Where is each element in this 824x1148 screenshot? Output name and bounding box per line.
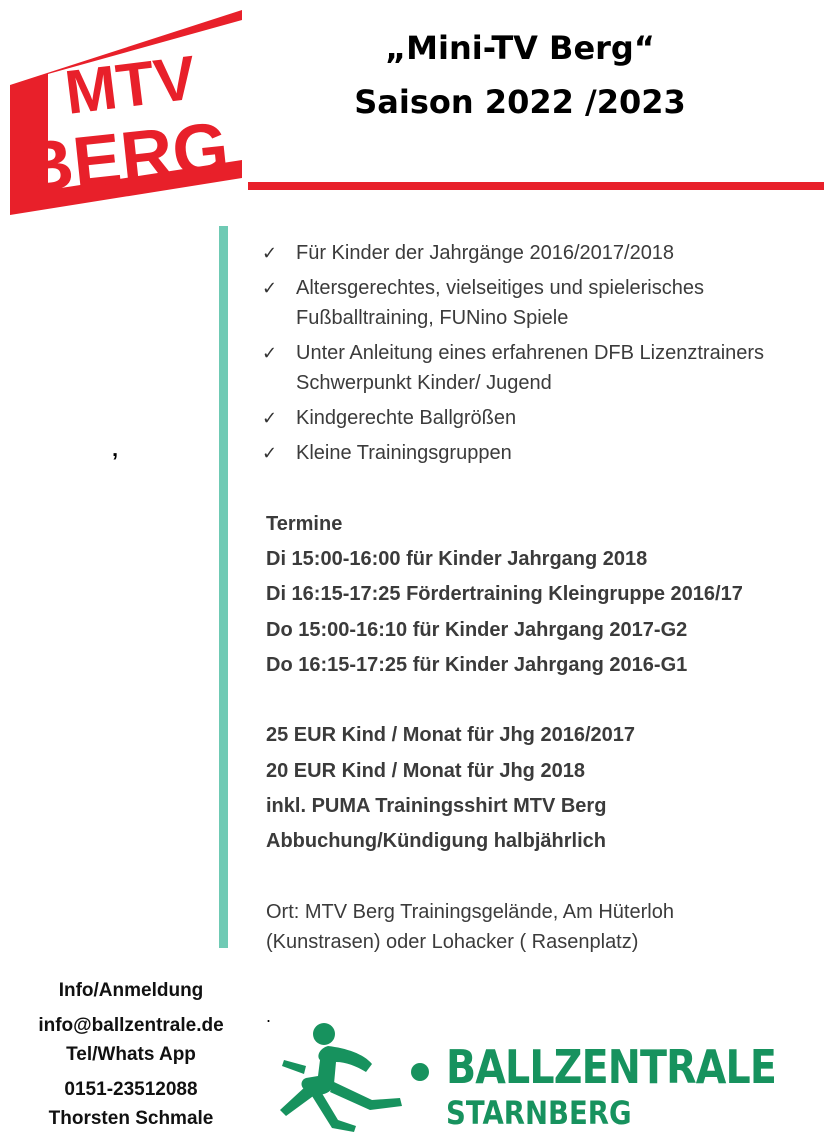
feature-item	[262, 338, 822, 398]
stray-dot: .	[266, 1006, 272, 1026]
contact-name: Thorsten Schmale	[48, 1108, 214, 1129]
feature-text: Für Kinder der Jahrgänge 2016/2017/2018	[296, 242, 675, 264]
logo-mtv-text: MTV	[61, 43, 200, 128]
termin-item: Do 15:00-16:10 für Kinder Jahrgang 2017-G2	[266, 619, 688, 641]
contact-phone-label: Tel/Whats App	[66, 1044, 196, 1065]
location-line: Ort: MTV Berg Trainingsgelände, Am Hüterloh	[266, 901, 674, 923]
check-icon: ✓	[262, 443, 278, 463]
feature-item	[262, 403, 822, 433]
check-icon: ✓	[262, 278, 278, 298]
page-title: „Mini-TV Berg“	[385, 29, 655, 67]
termin-item: Di 15:00-16:00 für Kinder Jahrgang 2018	[266, 548, 648, 570]
teal-side-bar	[219, 226, 228, 948]
side-mark: ‚	[112, 436, 119, 461]
brand-name: BALLZENTRALE	[446, 1040, 776, 1094]
logo-berg-text: BERG	[17, 107, 233, 209]
price-line: 25 EUR Kind / Monat für Jhg 2016/2017	[266, 724, 635, 746]
check-icon: ✓	[262, 243, 278, 263]
contact-email[interactable]: info@ballzentrale.de	[38, 1015, 224, 1036]
feature-item	[262, 438, 822, 468]
contact-heading: Info/Anmeldung	[58, 980, 204, 1001]
termin-item: Do 16:15-17:25 für Kinder Jahrgang 2016-G1	[266, 654, 688, 676]
season-title: Saison 2022 /2023	[354, 83, 686, 121]
football-player-kick-icon	[276, 1020, 436, 1132]
price-line: 20 EUR Kind / Monat für Jhg 2018	[266, 760, 585, 782]
termine-heading: Termine	[266, 513, 343, 535]
check-icon: ✓	[262, 408, 278, 428]
mtv-berg-logo	[10, 10, 242, 215]
feature-text: Unter Anleitung eines erfahrenen DFB Lizenztrainers Schwerpunkt Kinder/ Jugend	[296, 342, 765, 394]
termin-item: Di 16:15-17:25 Fördertraining Kleingruppe 2016/17	[266, 583, 743, 605]
check-icon: ✓	[262, 343, 278, 363]
feature-list	[262, 238, 822, 473]
contact-phone[interactable]: 0151-23512088	[64, 1079, 198, 1100]
feature-item	[262, 273, 822, 333]
feature-text: Altersgerechtes, vielseitiges und spielerisches Fußballtraining, FUNino Spiele	[296, 277, 704, 329]
price-line: inkl. PUMA Trainingsshirt MTV Berg	[266, 795, 607, 817]
brand-city: STARNBERG	[446, 1094, 632, 1132]
red-divider	[248, 182, 824, 190]
feature-text: Kindgerechte Ballgrößen	[296, 407, 517, 429]
price-line: Abbuchung/Kündigung halbjährlich	[266, 830, 606, 852]
feature-text: Kleine Trainingsgruppen	[296, 442, 512, 464]
feature-item	[262, 238, 822, 268]
location-line: (Kunstrasen) oder Lohacker ( Rasenplatz)	[266, 931, 639, 953]
